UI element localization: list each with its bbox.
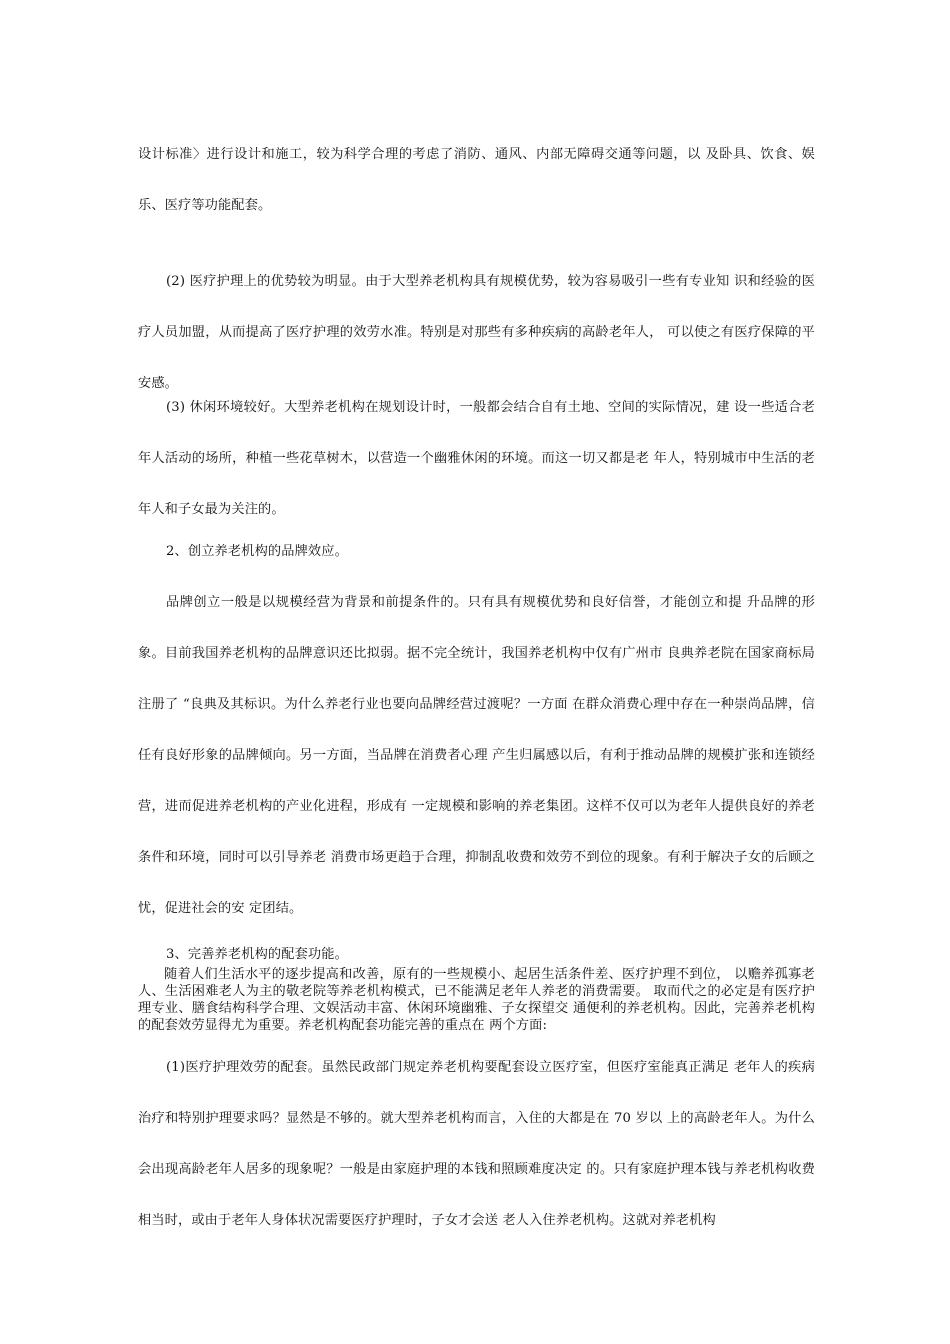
heading-supporting-functions: 3、完善养老机构的配套功能。: [166, 947, 348, 962]
paragraph-leisure-environment: (3) 休闲环境较好。大型养老机构在规划设计时，一般都会结合自有土地、空间的实际情况，建 设一些适合老年人活动的场所，种植一些花草树木，以营造一个幽雅休闲的环境。而这一切又都是老 年人，特别城市中生活的老年人和子女最为关注的。: [138, 400, 815, 517]
heading-brand-effect: 2、创立养老机构的品牌效应。: [166, 544, 348, 559]
paragraph-facility-standards: 设计标准〉进行设计和施工，较为科学合理的考虑了消防、通风、内部无障碍交通等问题，以 及卧具、饮食、娱乐、医疗等功能配套。: [138, 147, 815, 213]
paragraph-medical-care: (2) 医疗护理上的优势较为明显。由于大型养老机构具有规模优势，较为容易吸引一些有专业知 识和经验的医疗人员加盟，从而提高了医疗护理的效劳水准。特别是对那些有多种疾病的高龄老年人， 可以使之有医疗保障的平安感。: [138, 274, 815, 391]
paragraph-supporting-services: 随着人们生活水平的逐步提高和改善，原有的一些规模小、起居生活条件差、医疗护理不到位， 以赡养孤寡老人、生活困难老人为主的敬老院等养老机构模式，已不能满足老年人养老的消费需要。 取而代之的必定是有医疗护理专业、膳食结构科学合理、文娱活动丰富、休闲环境幽雅、子女探望交 通便利的养老机构。因此，完善养老机构的配套效劳显得尤为重要。养老机构配套功能完善的重点在 两个方面:: [138, 967, 815, 1033]
paragraph-medical-service-support: (1)医疗护理效劳的配套。虽然民政部门规定养老机构要配套设立医疗室，但医疗室能真正满足 老年人的疾病治疗和特别护理要求吗？显然是不够的。就大型养老机构而言，入住的大都是在 70 岁以 上的高龄老年人。为什么会出现高龄老年人居多的现象呢？一般是由家庭护理的本钱和照顾难度决定 的。只有家庭护理本钱与养老机构收费相当时，或由于老年人身体状况需要医疗护理时，子女才会送 老人入住养老机构。这就对养老机构: [138, 1060, 815, 1228]
paragraph-brand-building: 品牌创立一般是以规模经营为背景和前提条件的。只有具有规模优势和良好信誉，才能创立和提 升品牌的形象。目前我国养老机构的品牌意识还比拟弱。据不完全统计，我国养老机构中仅有广州市 良典养老院在国家商标局注册了 “良典及其标识。为什么养老行业也要向品牌经营过渡呢？一方面 在群众消费心理中存在一种崇尚品牌，信任有良好形象的品牌倾向。另一方面，当品牌在消费者心理 产生归属感以后，有利于推动品牌的规模扩张和连锁经营，进而促进养老机构的产业化进程，形成有 一定规模和影响的养老集团。这样不仅可以为老年人提供良好的养老条件和环境，同时可以引导养老 消费市场更趋于合理，抑制乱收费和效劳不到位的现象。有利于解决子女的后顾之忧，促进社会的安 定团结。: [138, 595, 815, 916]
